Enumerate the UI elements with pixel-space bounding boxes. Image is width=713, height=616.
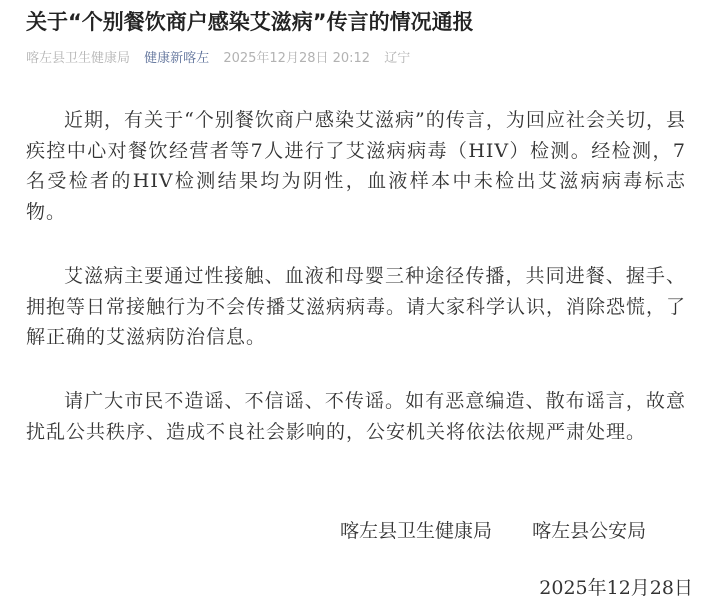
publish-timestamp: 2025年12月28日 20:12 [223,51,371,66]
article-title: 关于“个别餐饮商户感染艾滋病”传言的情况通报 [26,10,474,34]
signature-health-bureau: 喀左县卫生健康局 [340,520,493,542]
publish-location: 辽宁 [384,51,411,66]
paragraph-2: 艾滋病主要通过性接触、血液和母婴三种途径传播，共同进餐、握手、拥抱等日常接触行为不会传播艾滋病病毒。请大家科学认识，消除恐慌，了解正确的艾滋病防治信息。 [26,264,687,349]
signatures [340,516,646,546]
author-name: 喀左县卫生健康局 [26,51,131,66]
signature-police-bureau: 喀左县公安局 [532,520,647,542]
paragraph-3: 请广大市民不造谣、不信谣、不传谣。如有恶意编造、散布谣言，故意扰乱公共秩序、造成不良社会影响的，公安机关将依法依规严肃处理。 [26,389,686,443]
account-name-link[interactable]: 健康新喀左 [144,51,210,66]
notice-date: 2025年12月28日 [539,577,693,599]
article-meta [26,48,420,70]
paragraph-1: 近期，有关于“个别餐饮商户感染艾滋病”的传言，为回应社会关切，县疾控中心对餐饮经营者等7人进行了艾滋病病毒（HIV）检测。经检测，7名受检者的HIV检测结果均为阴性，血液样本中未检出艾滋病病毒标志物。 [26,109,686,224]
article-body [26,105,686,447]
